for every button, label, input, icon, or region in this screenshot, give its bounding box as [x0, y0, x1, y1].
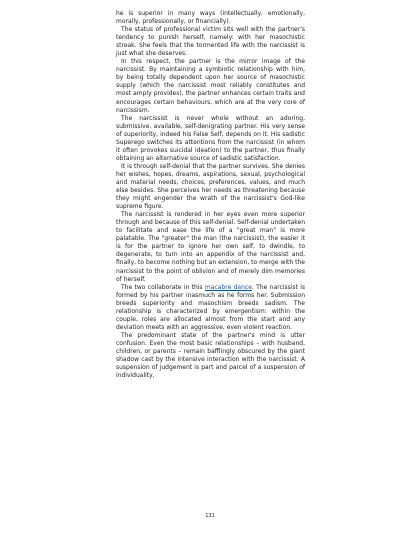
paragraph-text-before-link: The two collaborate in this — [121, 283, 205, 291]
page-number: 131 — [205, 513, 215, 519]
paragraph: The status of professional victim sits well with the partner's tendency to punish herself, namely: with her masochistic streak. She feels that the tormented life with the narcissist is just what she deserves. — [116, 26, 305, 58]
macabre-dance-link[interactable]: macabre dance — [204, 283, 252, 291]
body-text — [116, 10, 305, 380]
paragraph: It is through self-denial that the partner survives. She denies her wishes, hopes, dreams, aspirations, sexual, psychological and material needs, choices, preferences, values, and much else besides. She perceives her needs as threatening because they might engender the wrath of the narcissist's God-like supreme figure. — [116, 162, 305, 211]
paragraph: The narcissist is never whole without an adoring, submissive, available, self-denigrating partner. His very sense of superiority, indeed his False Self, depends on it. His sadistic Superego switches its attentions from the narcissist (in whom it often provokes suicidal ideation) to the partner, thus finally obtaining an alternative source of sadistic satisfaction. — [116, 114, 305, 162]
paragraph: The predominant state of the partner's mind is utter confusion. Even the most basic relationships – with husband, children, or parents – remain bafflingly obscured by the giant shadow cast by the intensive interaction with the narcissist. A suspension of judgement is part and parcel of a suspension of individuality, — [116, 331, 305, 380]
paragraph-with-link — [116, 284, 305, 332]
paragraph: The narcissist is rendered in her eyes even more superior through and because of this self-denial. Self-denial undertaken to facilitate and ease the life of a "great man" is more palatable. The "greater" the man (the narcissist), the easier it is for the partner to ignore her own self, to dwindle, to degenerate, to turn into an appendix of the narcissist and, finally, to become nothing but an extension, to merge with the narcissist to the point of oblivion and of merely dim memories of herself. — [116, 211, 305, 283]
paragraph: In this respect, the partner is the mirror image of the narcissist. By maintaining a symbiotic relationship with him, by being totally dependent upon her source of masochistic supply (which the narcissist most reliably constitutes and most amply provides), the partner enhances certain traits and encourages certain behaviours, which are at the very core of narcissism. — [116, 58, 305, 114]
paragraph-continuation: he is superior in many ways (intellectually, emotionally, morally, professionally, or financially). — [116, 10, 305, 26]
paragraph-text-after-link: . The narcissist is formed by his partner inasmuch as he forms her. Submission breeds superiority and masochism breeds sadism. The relationship is characterized by emergentism: within the couple, roles are allocated almost from the start and any deviation meets with an aggressive, even violent reaction. — [116, 283, 305, 331]
